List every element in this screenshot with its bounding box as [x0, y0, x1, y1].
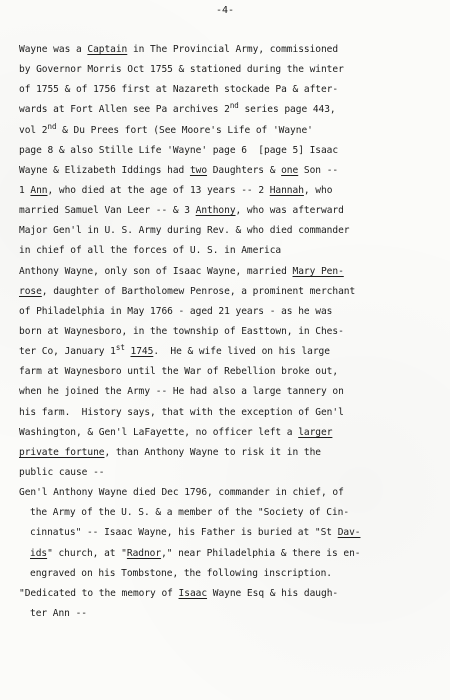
text-line [19, 241, 432, 261]
text-segment: Major Gen'l in U. S. Army during Rev. & who died commander [19, 225, 350, 237]
text-segment: Wayne Esq & his daugh- [207, 587, 339, 599]
text-line [19, 141, 432, 161]
text-segment: cinnatus" -- Isaac Wayne, his Father is buried at "St [30, 527, 338, 539]
text-segment: public cause -- [19, 466, 105, 478]
text-segment: Daughters & [207, 164, 282, 176]
text-segment: , who died at the age of 13 years -- 2 [47, 184, 270, 196]
superscript-text: st [115, 342, 125, 352]
text-segment: , than Anthony Wayne to risk it in the [104, 446, 321, 458]
text-line [19, 544, 432, 564]
underlined-text: Anthony [195, 205, 236, 217]
text-segment: Wayne & Elizabeth Iddings had [19, 164, 190, 176]
text-line [19, 60, 432, 80]
underlined-text: one [281, 164, 299, 176]
text-line [19, 40, 432, 60]
text-segment: , who was afterward [235, 205, 344, 217]
page-number: -4- [215, 5, 235, 16]
text-segment: in The Provincial Army, commissioned [127, 44, 339, 55]
text-segment: & Du Prees fort (See Moore's Life of 'Wayne' [56, 124, 313, 136]
text-line [19, 221, 432, 241]
text-line [19, 201, 432, 221]
underlined-text: Hannah [269, 184, 304, 196]
underlined-text: private fortune [19, 446, 105, 458]
text-segment: page 8 & also Stille Life 'Wayne' page 6 [page 5] Isaac [19, 144, 339, 156]
text-segment: series page 443, [238, 104, 336, 116]
text-segment: farm at Waynesboro until the War of Rebellion broke out, [19, 366, 339, 378]
text-segment: born at Waynesboro, in the township of Easttown, in Ches- [19, 325, 344, 337]
text-line [19, 80, 432, 100]
text-segment: . He & wife lived on his large [153, 346, 330, 358]
text-line [19, 604, 432, 624]
underlined-text: larger [298, 426, 333, 438]
underlined-text: 1745 [130, 346, 154, 358]
text-segment: Anthony Wayne, only son of Isaac Wayne, married [19, 265, 293, 277]
underlined-text: ids [30, 547, 48, 559]
text-line [19, 100, 432, 120]
text-line [19, 443, 432, 463]
text-line [19, 181, 432, 201]
underlined-text: Dav- [337, 527, 361, 539]
text-line [19, 302, 432, 322]
text-segment: engraved on his Tombstone, the following inscription. [30, 567, 332, 579]
text-line [19, 584, 432, 604]
text-segment: ter Co, January 1 [19, 346, 116, 358]
document-body [19, 40, 432, 624]
text-line [19, 463, 432, 483]
text-segment: of 1755 & of 1756 first at Nazareth stockade Pa & after- [19, 84, 339, 96]
text-line [19, 423, 432, 443]
text-segment: married Samuel Van Leer -- & 3 [19, 205, 196, 217]
text-segment: the Army of the U. S. & a member of the "Society of Cin- [30, 507, 350, 519]
text-line [19, 362, 432, 382]
text-line [19, 564, 432, 584]
underlined-text: two [189, 164, 208, 176]
text-segment: " church, at " [47, 547, 127, 559]
underlined-text: Ann [30, 184, 48, 196]
text-segment: , daughter of Bartholomew Penrose, a prominent merchant [41, 285, 356, 297]
text-line [19, 282, 432, 302]
text-segment: of Philadelphia in May 1766 - aged 21 years - as he was [19, 305, 333, 317]
text-line [19, 523, 432, 543]
text-segment: ter Ann -- [30, 607, 87, 619]
text-segment: 1 [19, 184, 31, 196]
text-line [19, 262, 432, 282]
text-segment: wards at Fort Allen see Pa archives 2 [19, 104, 230, 116]
underlined-text: rose [19, 285, 42, 297]
text-segment: "Dedicated to the memory of [19, 587, 179, 599]
text-segment: Son -- [298, 164, 339, 176]
underlined-text: Radnor [126, 547, 162, 559]
text-line [19, 161, 432, 181]
text-segment: , who [303, 184, 333, 196]
text-segment: Gen'l Anthony Wayne died Dec 1796, commander in chief, of [19, 487, 344, 499]
superscript-text: nd [47, 121, 57, 131]
text-line [19, 342, 432, 362]
text-segment: Wayne was a [19, 44, 88, 55]
superscript-text: nd [229, 101, 239, 111]
underlined-text: Captain [87, 44, 128, 55]
text-segment: in chief of all the forces of U. S. in America [19, 245, 282, 257]
text-segment: by Governor Morris Oct 1755 & stationed during the winter [19, 64, 344, 76]
text-segment: when he joined the Army -- He had also a large tannery on [19, 386, 344, 398]
text-line [19, 503, 432, 523]
text-line [19, 382, 432, 402]
text-line [19, 483, 432, 503]
text-segment: vol 2 [19, 124, 48, 136]
text-line [19, 322, 432, 342]
underlined-text: Isaac [178, 587, 208, 599]
underlined-text: Mary Pen- [292, 265, 344, 277]
text-line [19, 121, 432, 141]
text-segment: ," near Philadelphia & there is en- [161, 547, 361, 559]
text-segment: Washington, & Gen'l LaFayette, no officer left a [19, 426, 299, 438]
text-line [19, 403, 432, 423]
text-segment: his farm. History says, that with the exception of Gen'l [19, 406, 344, 418]
